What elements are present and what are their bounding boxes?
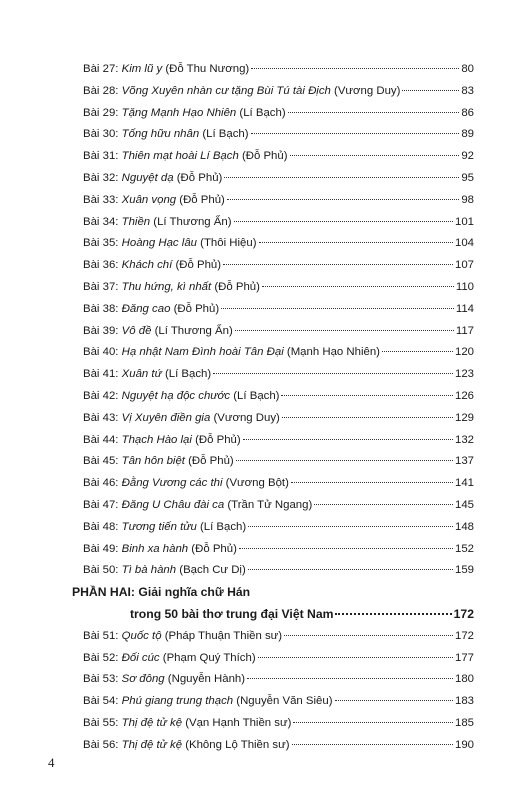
entry-label <box>83 386 279 408</box>
entry-author: (Bạch Cư Dị) <box>176 564 246 577</box>
toc-entry <box>83 648 474 670</box>
entry-number: Bài 55: <box>83 716 122 729</box>
entry-label <box>83 299 219 321</box>
entry-author: (Mạnh Hạo Nhiên) <box>283 346 380 359</box>
entry-title: Thị đệ tử kệ <box>121 738 183 751</box>
entry-title: Vị Xuyên điền gia <box>121 411 211 424</box>
entry-title: Thị đệ tử kệ <box>121 716 183 729</box>
dot-leader <box>262 286 454 287</box>
entry-label <box>83 430 241 452</box>
entry-number: Bài 46: <box>83 477 122 490</box>
entry-number: Bài 47: <box>83 498 122 511</box>
entry-page: 180 <box>454 673 474 686</box>
entry-label <box>83 517 246 539</box>
entry-title: Tân hôn biệt <box>121 455 185 468</box>
entry-author: (Đỗ Phủ) <box>211 280 260 293</box>
dot-leader <box>314 504 453 505</box>
dot-leader <box>227 199 459 200</box>
entry-author: (Lí Bạch) <box>199 128 249 141</box>
dot-leader <box>239 548 453 549</box>
entry-page: 159 <box>454 564 474 577</box>
entry-number: Bài 53: <box>83 673 122 686</box>
entry-title: Thạch Hào lại <box>121 433 192 446</box>
entry-author: (Đỗ Phủ) <box>238 150 288 163</box>
entry-page: 98 <box>461 193 474 206</box>
entry-label <box>83 735 290 757</box>
entry-title: Tì bà hành <box>121 564 177 577</box>
entry-author: (Phạm Quý Thích) <box>159 651 256 664</box>
table-of-contents <box>0 59 523 757</box>
section-title: PHẦN HAI: Giải nghĩa chữ Hán <box>72 585 251 600</box>
toc-entry <box>83 735 474 757</box>
entry-title: Quốc tộ <box>121 629 162 642</box>
entry-number: Bài 40: <box>83 346 122 359</box>
dot-leader <box>281 395 453 396</box>
entry-title: Thiên mạt hoài Lí Bạch <box>121 150 239 163</box>
toc-entry <box>83 103 474 125</box>
entry-title: Vô đề <box>121 324 152 337</box>
toc-entry <box>83 560 474 582</box>
entry-author: (Đỗ Phủ) <box>184 455 234 468</box>
entry-page: 137 <box>454 455 474 468</box>
section-heading <box>72 582 474 626</box>
dot-leader <box>402 90 459 91</box>
entry-page: 141 <box>454 477 474 490</box>
entry-title: Võng Xuyên nhàn cư tặng Bùi Tú tài Địch <box>121 84 331 97</box>
entry-author: (Vạn Hạnh Thiền sư) <box>182 716 292 729</box>
toc-entry <box>83 626 474 648</box>
entry-author: (Vương Bột) <box>222 477 289 490</box>
entry-number: Bài 50: <box>83 564 122 577</box>
dot-leader <box>251 68 459 69</box>
toc-entry <box>83 299 474 321</box>
entry-label <box>83 648 256 670</box>
entry-label <box>83 539 237 561</box>
dot-leader <box>284 635 453 636</box>
dot-leader <box>291 482 453 483</box>
toc-entry <box>83 59 474 81</box>
entry-author: (Đỗ Phủ) <box>176 193 225 206</box>
entry-number: Bài 45: <box>83 455 122 468</box>
dot-leader <box>292 744 453 745</box>
dot-leader <box>290 155 460 156</box>
entry-label <box>83 408 280 430</box>
toc-entry <box>83 451 474 473</box>
entry-label <box>83 626 282 648</box>
entry-label <box>83 103 286 125</box>
entry-page: 183 <box>454 695 474 708</box>
entry-author: (Trần Tử Ngang) <box>224 498 313 511</box>
entry-author: (Lí Thương Ẩn) <box>150 215 232 228</box>
entry-page: 107 <box>454 259 474 272</box>
entry-title: Đăng U Châu đài ca <box>121 498 225 511</box>
entry-label <box>83 146 288 168</box>
entry-label <box>83 124 249 146</box>
entry-author: (Đỗ Phủ) <box>172 259 222 272</box>
entry-number: Bài 39: <box>83 324 122 337</box>
dot-leader <box>221 308 454 309</box>
dot-leader <box>235 330 454 331</box>
entry-author: (Vương Duy) <box>210 411 280 424</box>
toc-entry <box>83 691 474 713</box>
dot-leader <box>234 221 453 222</box>
entry-page: 185 <box>454 716 474 729</box>
toc-entry <box>83 124 474 146</box>
entry-number: Bài 30: <box>83 128 122 141</box>
entry-title: Xuân tứ <box>121 368 162 381</box>
entry-title: Hoàng Hạc lâu <box>121 237 197 250</box>
entry-number: Bài 43: <box>83 411 122 424</box>
entry-label <box>83 233 257 255</box>
section-subtitle-row <box>130 604 474 626</box>
entry-label <box>83 560 246 582</box>
entry-number: Bài 41: <box>83 368 122 381</box>
entry-label <box>83 473 289 495</box>
entry-label <box>83 495 312 517</box>
entry-number: Bài 36: <box>83 259 122 272</box>
entry-page: 120 <box>454 346 474 359</box>
entry-page: 117 <box>455 324 474 337</box>
entry-title: Thiền <box>121 215 151 228</box>
toc-entry <box>83 364 474 386</box>
section-subtitle: trong 50 bài thơ trung đại Việt Nam <box>130 606 334 621</box>
entry-number: Bài 56: <box>83 738 122 751</box>
dot-leader <box>223 264 453 265</box>
dot-leader <box>259 242 453 243</box>
toc-entry <box>83 669 474 691</box>
toc-entry <box>83 81 474 103</box>
dot-leader <box>282 417 453 418</box>
toc-entry <box>83 386 474 408</box>
entry-page: 123 <box>454 368 474 381</box>
entry-label <box>83 168 222 190</box>
entry-title: Binh xa hành <box>121 542 189 555</box>
toc-entry <box>83 146 474 168</box>
dot-leader <box>247 678 453 679</box>
entry-label <box>83 212 232 234</box>
entry-author: (Đỗ Phủ) <box>170 302 220 315</box>
entry-author: (Nguyễn Hành) <box>164 673 246 686</box>
entry-number: Bài 52: <box>83 651 122 664</box>
toc-entry <box>83 212 474 234</box>
entry-label <box>83 691 333 713</box>
toc-entry <box>83 473 474 495</box>
entry-page: 152 <box>454 542 474 555</box>
dot-leader <box>288 112 460 113</box>
toc-entry <box>83 190 474 212</box>
entry-page: 83 <box>461 84 474 97</box>
entry-author: (Không Lộ Thiền sư) <box>182 738 290 751</box>
entry-author: (Lí Bạch) <box>161 368 212 381</box>
entry-number: Bài 32: <box>83 171 122 184</box>
entry-page: 110 <box>455 280 474 293</box>
entry-page: 172 <box>454 629 474 642</box>
entry-page: 95 <box>461 171 474 184</box>
toc-entry <box>83 168 474 190</box>
entry-page: 104 <box>454 237 474 250</box>
entry-title: Thu hứng, kì nhất <box>121 280 212 293</box>
entry-author: (Nguyễn Văn Siêu) <box>233 695 333 708</box>
entry-author: (Vương Duy) <box>330 84 401 97</box>
entry-number: Bài 44: <box>83 433 122 446</box>
entry-page: 145 <box>454 498 474 511</box>
entry-page: 132 <box>454 433 474 446</box>
entry-number: Bài 31: <box>83 150 122 163</box>
entry-label <box>83 342 380 364</box>
entry-number: Bài 42: <box>83 389 122 402</box>
toc-entry <box>83 517 474 539</box>
entry-label <box>83 669 245 691</box>
entry-number: Bài 51: <box>83 629 122 642</box>
entry-number: Bài 49: <box>83 542 122 555</box>
entry-author: (Đỗ Phủ) <box>191 433 241 446</box>
entry-number: Bài 27: <box>83 63 122 75</box>
dot-leader <box>258 657 453 658</box>
entry-page: 92 <box>461 150 474 163</box>
entry-title: Đăng cao <box>121 302 171 315</box>
entry-number: Bài 48: <box>83 520 122 533</box>
entry-label <box>83 321 233 343</box>
entry-label <box>83 190 225 212</box>
entry-page: 129 <box>454 411 474 424</box>
entry-label <box>83 364 211 386</box>
entry-title: Tặng Mạnh Hạo Nhiên <box>121 106 237 119</box>
toc-entry <box>83 495 474 517</box>
entry-page: 86 <box>461 106 474 119</box>
entry-number: Bài 54: <box>83 695 122 708</box>
entry-label <box>83 713 291 735</box>
entry-title: Hạ nhật Nam Đình hoài Tân Đại <box>121 346 284 359</box>
entry-title: Xuân vọng <box>121 193 177 206</box>
toc-entry <box>83 233 474 255</box>
entry-author: (Đỗ Thu Nương) <box>162 63 250 75</box>
entry-page: 177 <box>454 651 474 664</box>
dot-leader <box>293 722 453 723</box>
entry-author: (Lí Thương Ẩn) <box>151 324 233 337</box>
dot-leader <box>213 373 453 374</box>
entry-page: 126 <box>454 389 474 402</box>
dot-leader <box>248 569 453 570</box>
entry-title: Khách chí <box>121 259 173 272</box>
entry-title: Phú giang trung thạch <box>121 695 234 708</box>
toc-part-1 <box>0 59 523 582</box>
dot-leader <box>335 613 451 615</box>
entry-label <box>83 451 234 473</box>
entry-author: (Lí Bạch) <box>196 520 247 533</box>
entry-number: Bài 33: <box>83 193 122 206</box>
dot-leader <box>248 526 453 527</box>
entry-title: Nguyệt hạ độc chước <box>121 389 231 402</box>
entry-title: Sơ đông <box>121 673 165 686</box>
dot-leader <box>335 700 453 701</box>
entry-author: (Lí Bạch) <box>236 106 286 119</box>
toc-entry <box>83 408 474 430</box>
entry-page: 148 <box>454 520 474 533</box>
entry-page: 80 <box>461 63 474 75</box>
entry-title: Kim lũ y <box>121 63 163 75</box>
toc-entry <box>83 277 474 299</box>
page-number: 4 <box>48 755 55 770</box>
entry-label <box>83 59 249 81</box>
entry-author: (Lí Bạch) <box>230 389 280 402</box>
entry-title: Tống hữu nhân <box>121 128 200 141</box>
dot-leader <box>251 133 460 134</box>
entry-number: Bài 29: <box>83 106 122 119</box>
toc-entry <box>83 321 474 343</box>
toc-entry <box>83 430 474 452</box>
entry-author: (Pháp Thuận Thiền sư) <box>161 629 283 642</box>
entry-author: (Đỗ Phủ) <box>188 542 237 555</box>
entry-number: Bài 34: <box>83 215 122 228</box>
entry-number: Bài 35: <box>83 237 122 250</box>
section-page: 172 <box>453 606 474 621</box>
entry-page: 114 <box>455 302 474 315</box>
entry-author: (Thôi Hiệu) <box>197 237 257 250</box>
toc-entry <box>83 713 474 735</box>
entry-number: Bài 38: <box>83 302 122 315</box>
dot-leader <box>382 351 453 352</box>
entry-author: (Đỗ Phủ) <box>173 171 223 184</box>
entry-title: Đối cúc <box>121 651 160 664</box>
dot-leader <box>243 439 453 440</box>
toc-entry <box>83 539 474 561</box>
toc-part-2 <box>0 626 523 757</box>
entry-number: Bài 37: <box>83 280 122 293</box>
entry-title: Tương tiến tửu <box>121 520 197 533</box>
dot-leader <box>236 460 453 461</box>
dot-leader <box>224 177 459 178</box>
entry-title: Nguyệt dạ <box>121 171 174 184</box>
entry-page: 190 <box>454 738 474 751</box>
entry-title: Đằng Vương các thi <box>121 477 223 490</box>
entry-page: 89 <box>461 128 474 141</box>
entry-number: Bài 28: <box>83 84 122 97</box>
entry-label <box>83 277 260 299</box>
entry-label <box>83 255 221 277</box>
entry-page: 101 <box>454 215 474 228</box>
entry-label <box>83 81 400 103</box>
toc-entry <box>83 255 474 277</box>
toc-entry <box>83 342 474 364</box>
